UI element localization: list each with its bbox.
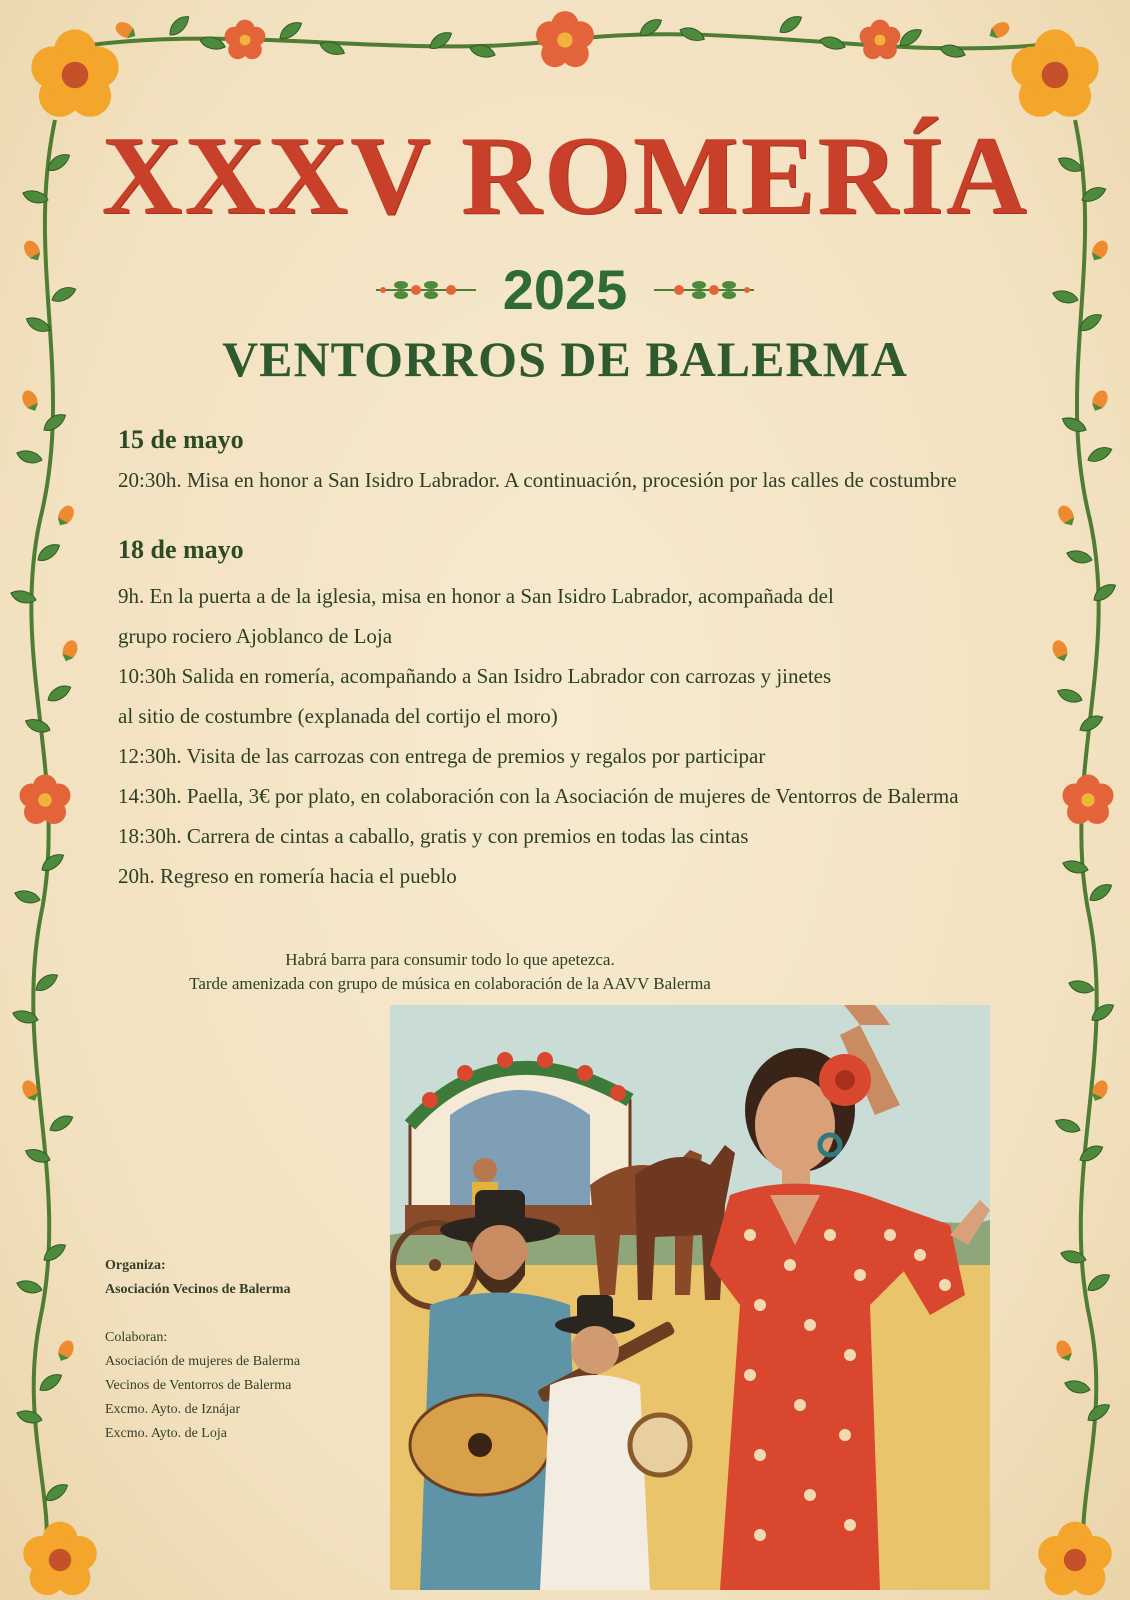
schedule-line: 9h. En la puerta a de la iglesia, misa en honor a San Isidro Labrador, acompañada del <box>118 584 834 608</box>
collaborators-label: Colaboran: <box>105 1330 168 1345</box>
year-heading: 2025 <box>502 258 628 321</box>
collaborator-item: Vecinos de Ventorros de Balerma <box>105 1378 292 1393</box>
schedule-line: 12:30h. Visita de las carrozas con entrega de premios y regalos por participar <box>118 744 766 768</box>
collaborator-item: Excmo. Ayto. de Loja <box>105 1426 227 1441</box>
schedule-line: 18:30h. Carrera de cintas a caballo, gratis y con premios en todas las cintas <box>118 824 749 848</box>
left-sprig-icon <box>371 275 481 305</box>
note-music: Tarde amenizada con grupo de música en colaboración de la AAVV Balerma <box>189 974 711 993</box>
year-row <box>0 258 1130 321</box>
location-heading: VENTORROS DE BALERMA <box>222 331 908 387</box>
schedule-line: 20:30h. Misa en honor a San Isidro Labrador. A continuación, procesión por las calles de costumbre <box>118 468 957 492</box>
collaborator-item: Asociación de mujeres de Balerma <box>105 1354 301 1369</box>
day-date: 15 de mayo <box>118 425 244 454</box>
schedule-line: 10:30h Salida en romería, acompañando a San Isidro Labrador con carrozas y jinetes <box>118 664 832 688</box>
schedule-line: 14:30h. Paella, 3€ por plato, en colaboración con la Asociación de mujeres de Ventorros de Balerma <box>118 784 959 808</box>
organizer-label: Organiza: <box>105 1258 166 1273</box>
page-title: XXXV ROMERÍA <box>101 114 1029 238</box>
day-date: 18 de mayo <box>118 535 244 564</box>
right-sprig-icon <box>649 275 759 305</box>
schedule-line: 20h. Regreso en romería hacia el pueblo <box>118 864 457 888</box>
organizer-name: Asociación Vecinos de Balerma <box>105 1282 291 1297</box>
romeria-illustration <box>390 1005 990 1590</box>
schedule-line: grupo rociero Ajoblanco de Loja <box>118 624 393 648</box>
collaborator-item: Excmo. Ayto. de Iznájar <box>105 1402 241 1417</box>
note-bar: Habrá barra para consumir todo lo que apetezca. <box>285 950 615 969</box>
schedule-line: al sitio de costumbre (explanada del cortijo el moro) <box>118 704 558 728</box>
